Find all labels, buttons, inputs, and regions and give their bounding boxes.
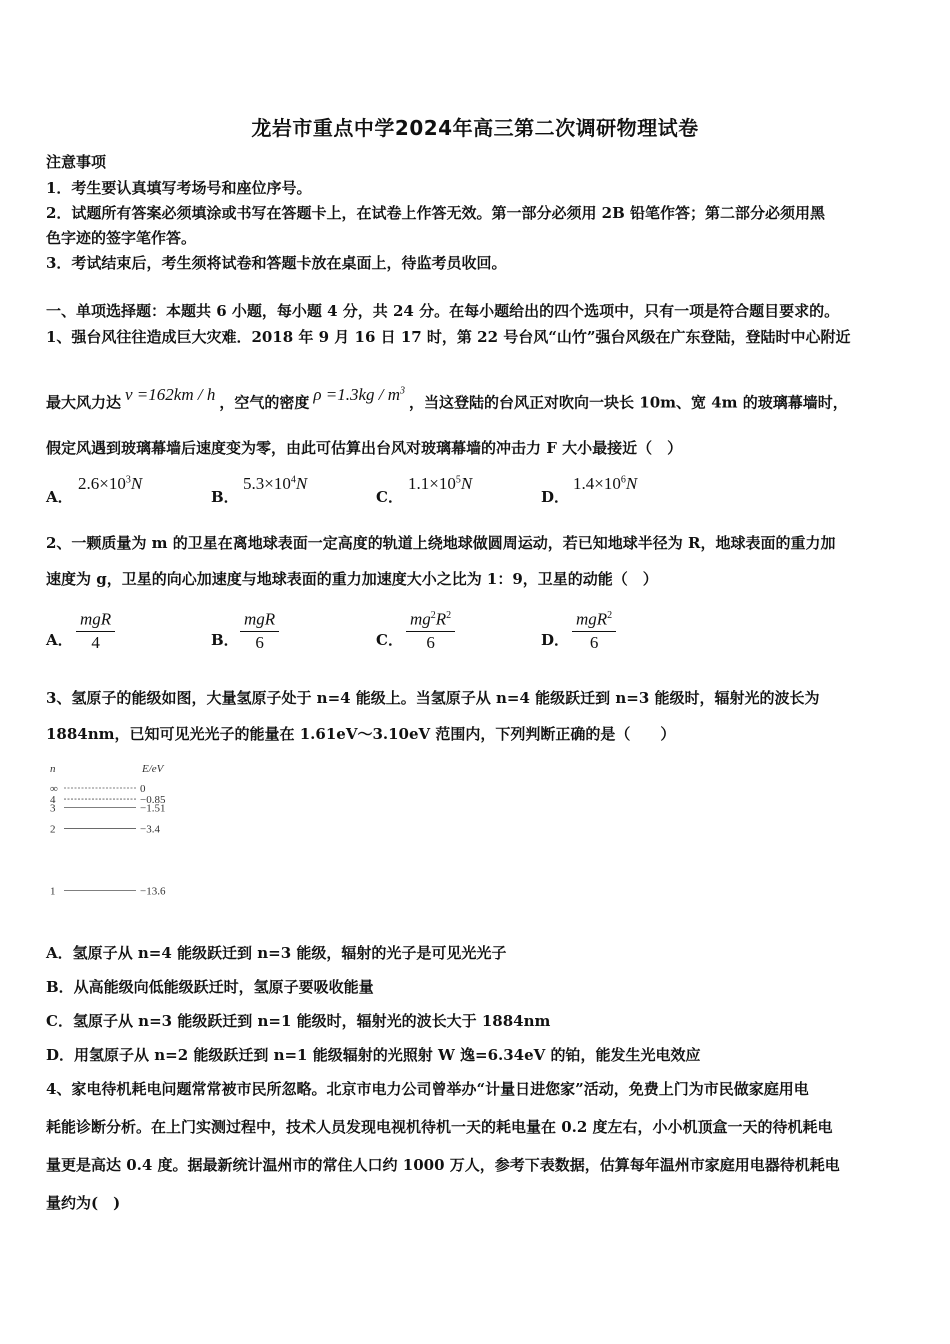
question-1-text-part: 最大风力达 (46, 393, 122, 412)
option-unit: N (460, 474, 473, 493)
option-mantissa: 5.3×10 (243, 474, 291, 493)
level-n-label: 3 (50, 802, 56, 815)
level-n-label: 4 (50, 794, 56, 807)
numerator-exponent: 2 (607, 610, 613, 621)
option-mantissa: 1.4×10 (573, 474, 621, 493)
option-value (573, 474, 637, 494)
option-exponent: 3 (125, 474, 131, 486)
fraction-denominator: 6 (589, 632, 599, 652)
question-4-text: 4、家电待机耗电问题常常被市民所忽略。北京市电力公司曾举办“计量日进您家”活动，免费上门为市民做家庭用电 (46, 1080, 809, 1098)
question-4-text: 耗能诊断分析。在上门实测过程中，技术人员发现电视机待机一天的耗电量在 0.2 度左右，小小机顶盒一天的待机耗电 (46, 1118, 833, 1136)
question-1-text (46, 384, 908, 413)
fraction-numerator (76, 605, 115, 632)
level-n-label: 2 (50, 823, 56, 836)
numerator-exponent: 2 (430, 610, 436, 621)
numerator-text: mgR (244, 609, 276, 629)
fraction-numerator (406, 605, 455, 632)
question-2-text: 速度为 g，卫星的向心加速度与地球表面的重力加速度大小之比为 1：9，卫星的动能（ ） (46, 570, 658, 588)
fraction-numerator (572, 605, 616, 632)
air-density-exponent: 3 (400, 385, 406, 396)
n-axis-header: n (50, 763, 56, 775)
page-title: 龙岩市重点中学2024年高三第二次调研物理试卷 (251, 116, 699, 140)
question-1-text: 假定风遇到玻璃幕墙后速度变为零，由此可估算出台风对玻璃幕墙的冲击力 F 大小最接近（ ） (46, 439, 683, 457)
option-mantissa: 1.1×10 (408, 474, 456, 493)
numerator-text: mg (410, 609, 431, 629)
level-energy-label: −1.51 (140, 802, 166, 815)
option-label: B． (211, 488, 239, 506)
air-density-value: ρ =1.3kg / m (313, 384, 401, 404)
option-label: C． (376, 631, 403, 649)
option-exponent: 5 (455, 474, 461, 486)
option-value (408, 474, 472, 494)
question-1-text-part: ，当这登陆的台风正对吹向一块长 10m、宽 4m 的玻璃幕墙时， (409, 393, 848, 412)
option-label: D． (541, 488, 570, 506)
option-unit: N (295, 474, 308, 493)
option-unit: N (130, 474, 143, 493)
numerator-text: mgR (80, 609, 112, 629)
notice-item: 2．试题所有答案必须填涂或书写在答题卡上，在试卷上作答无效。第一部分必须用 2B 铅笔作答；第二部分必须用黑 (46, 204, 826, 222)
fraction-numerator (240, 605, 279, 632)
level-energy-label: −3.4 (140, 823, 160, 836)
option-label: D． (541, 631, 570, 649)
fraction-denominator: 6 (426, 632, 435, 652)
question-4-text: 量更是高达 0.4 度。据最新统计温州市的常住人口约 1000 万人，参考下表数据，估算每年温州市家庭用电器待机耗电 (46, 1156, 840, 1174)
level-n-label: ∞ (50, 783, 58, 795)
notice-item: 1．考生要认真填写考场号和座位序号。 (46, 179, 312, 197)
numerator-exponent: 2 (446, 610, 452, 621)
level-n-label: 1 (50, 885, 56, 898)
option-label: A． (46, 631, 73, 649)
option-exponent: 6 (620, 474, 626, 486)
option-label: C． (376, 488, 403, 506)
air-density-formula (313, 385, 405, 404)
question-4-text: 量约为( ) (46, 1194, 121, 1212)
energy-level-diagram (46, 758, 196, 908)
question-2-text: 2、一颗质量为 m 的卫星在离地球表面一定高度的轨道上绕地球做圆周运动，若已知地球半径为 R，地球表面的重力加 (46, 534, 836, 552)
notice-heading: 注意事项 (46, 153, 107, 171)
fraction-denominator: 4 (91, 632, 100, 652)
level-energy-label: −13.6 (140, 885, 166, 898)
fraction-denominator: 6 (255, 632, 264, 652)
option-fraction (76, 605, 115, 654)
answer-option: B．从高能级向低能级跃迁时，氢原子要吸收能量 (46, 978, 374, 996)
option-label: B． (211, 631, 239, 649)
numerator-text: R (435, 609, 447, 629)
option-unit: N (625, 474, 638, 493)
energy-axis-header: E/eV (142, 763, 164, 775)
wind-speed-formula: v =162km / h (125, 384, 216, 404)
option-value (243, 474, 307, 494)
option-mantissa: 2.6×10 (78, 474, 126, 493)
question-1-text-part: ，空气的密度 (219, 393, 310, 412)
answer-option: C．氢原子从 n=3 能级跃迁到 n=1 能级时，辐射光的波长大于 1884nm (46, 1012, 551, 1030)
level-energy-label: 0 (140, 783, 146, 795)
option-value (78, 474, 142, 494)
option-label: A． (46, 488, 73, 506)
level-energy-label: −0.85 (140, 794, 166, 807)
numerator-text: mgR (576, 609, 608, 629)
section-heading: 一、单项选择题：本题共 6 小题，每小题 4 分，共 24 分。在每小题给出的四个选项中，只有一项是符合题目要求的。 (46, 302, 840, 320)
question-3-text: 3、氢原子的能级如图，大量氢原子处于 n=4 能级上。当氢原子从 n=4 能级跃迁到 n=3 能级时，辐射光的波长为 (46, 689, 820, 707)
question-1-text: 1、强台风往往造成巨大灾难．2018 年 9 月 16 日 17 时，第 22 号台风“山竹”强台风级在广东登陆，登陆时中心附近 (46, 328, 851, 346)
answer-option: D．用氢原子从 n=2 能级跃迁到 n=1 能级辐射的光照射 W 逸=6.34eV 的铂，能发生光电效应 (46, 1046, 701, 1064)
option-exponent: 4 (290, 474, 296, 486)
option-fraction (240, 605, 279, 654)
notice-item: 色字迹的签字笔作答。 (46, 229, 197, 247)
option-fraction (572, 605, 616, 654)
answer-option: A．氢原子从 n=4 能级跃迁到 n=3 能级，辐射的光子是可见光光子 (46, 944, 507, 962)
notice-item: 3．考试结束后，考生须将试卷和答题卡放在桌面上，待监考员收回。 (46, 254, 507, 272)
option-fraction (406, 605, 455, 654)
question-3-text: 1884nm，已知可见光光子的能量在 1.61eV～3.10eV 范围内，下列判断正确的是（ ） (46, 725, 676, 743)
energy-levels (50, 783, 166, 898)
